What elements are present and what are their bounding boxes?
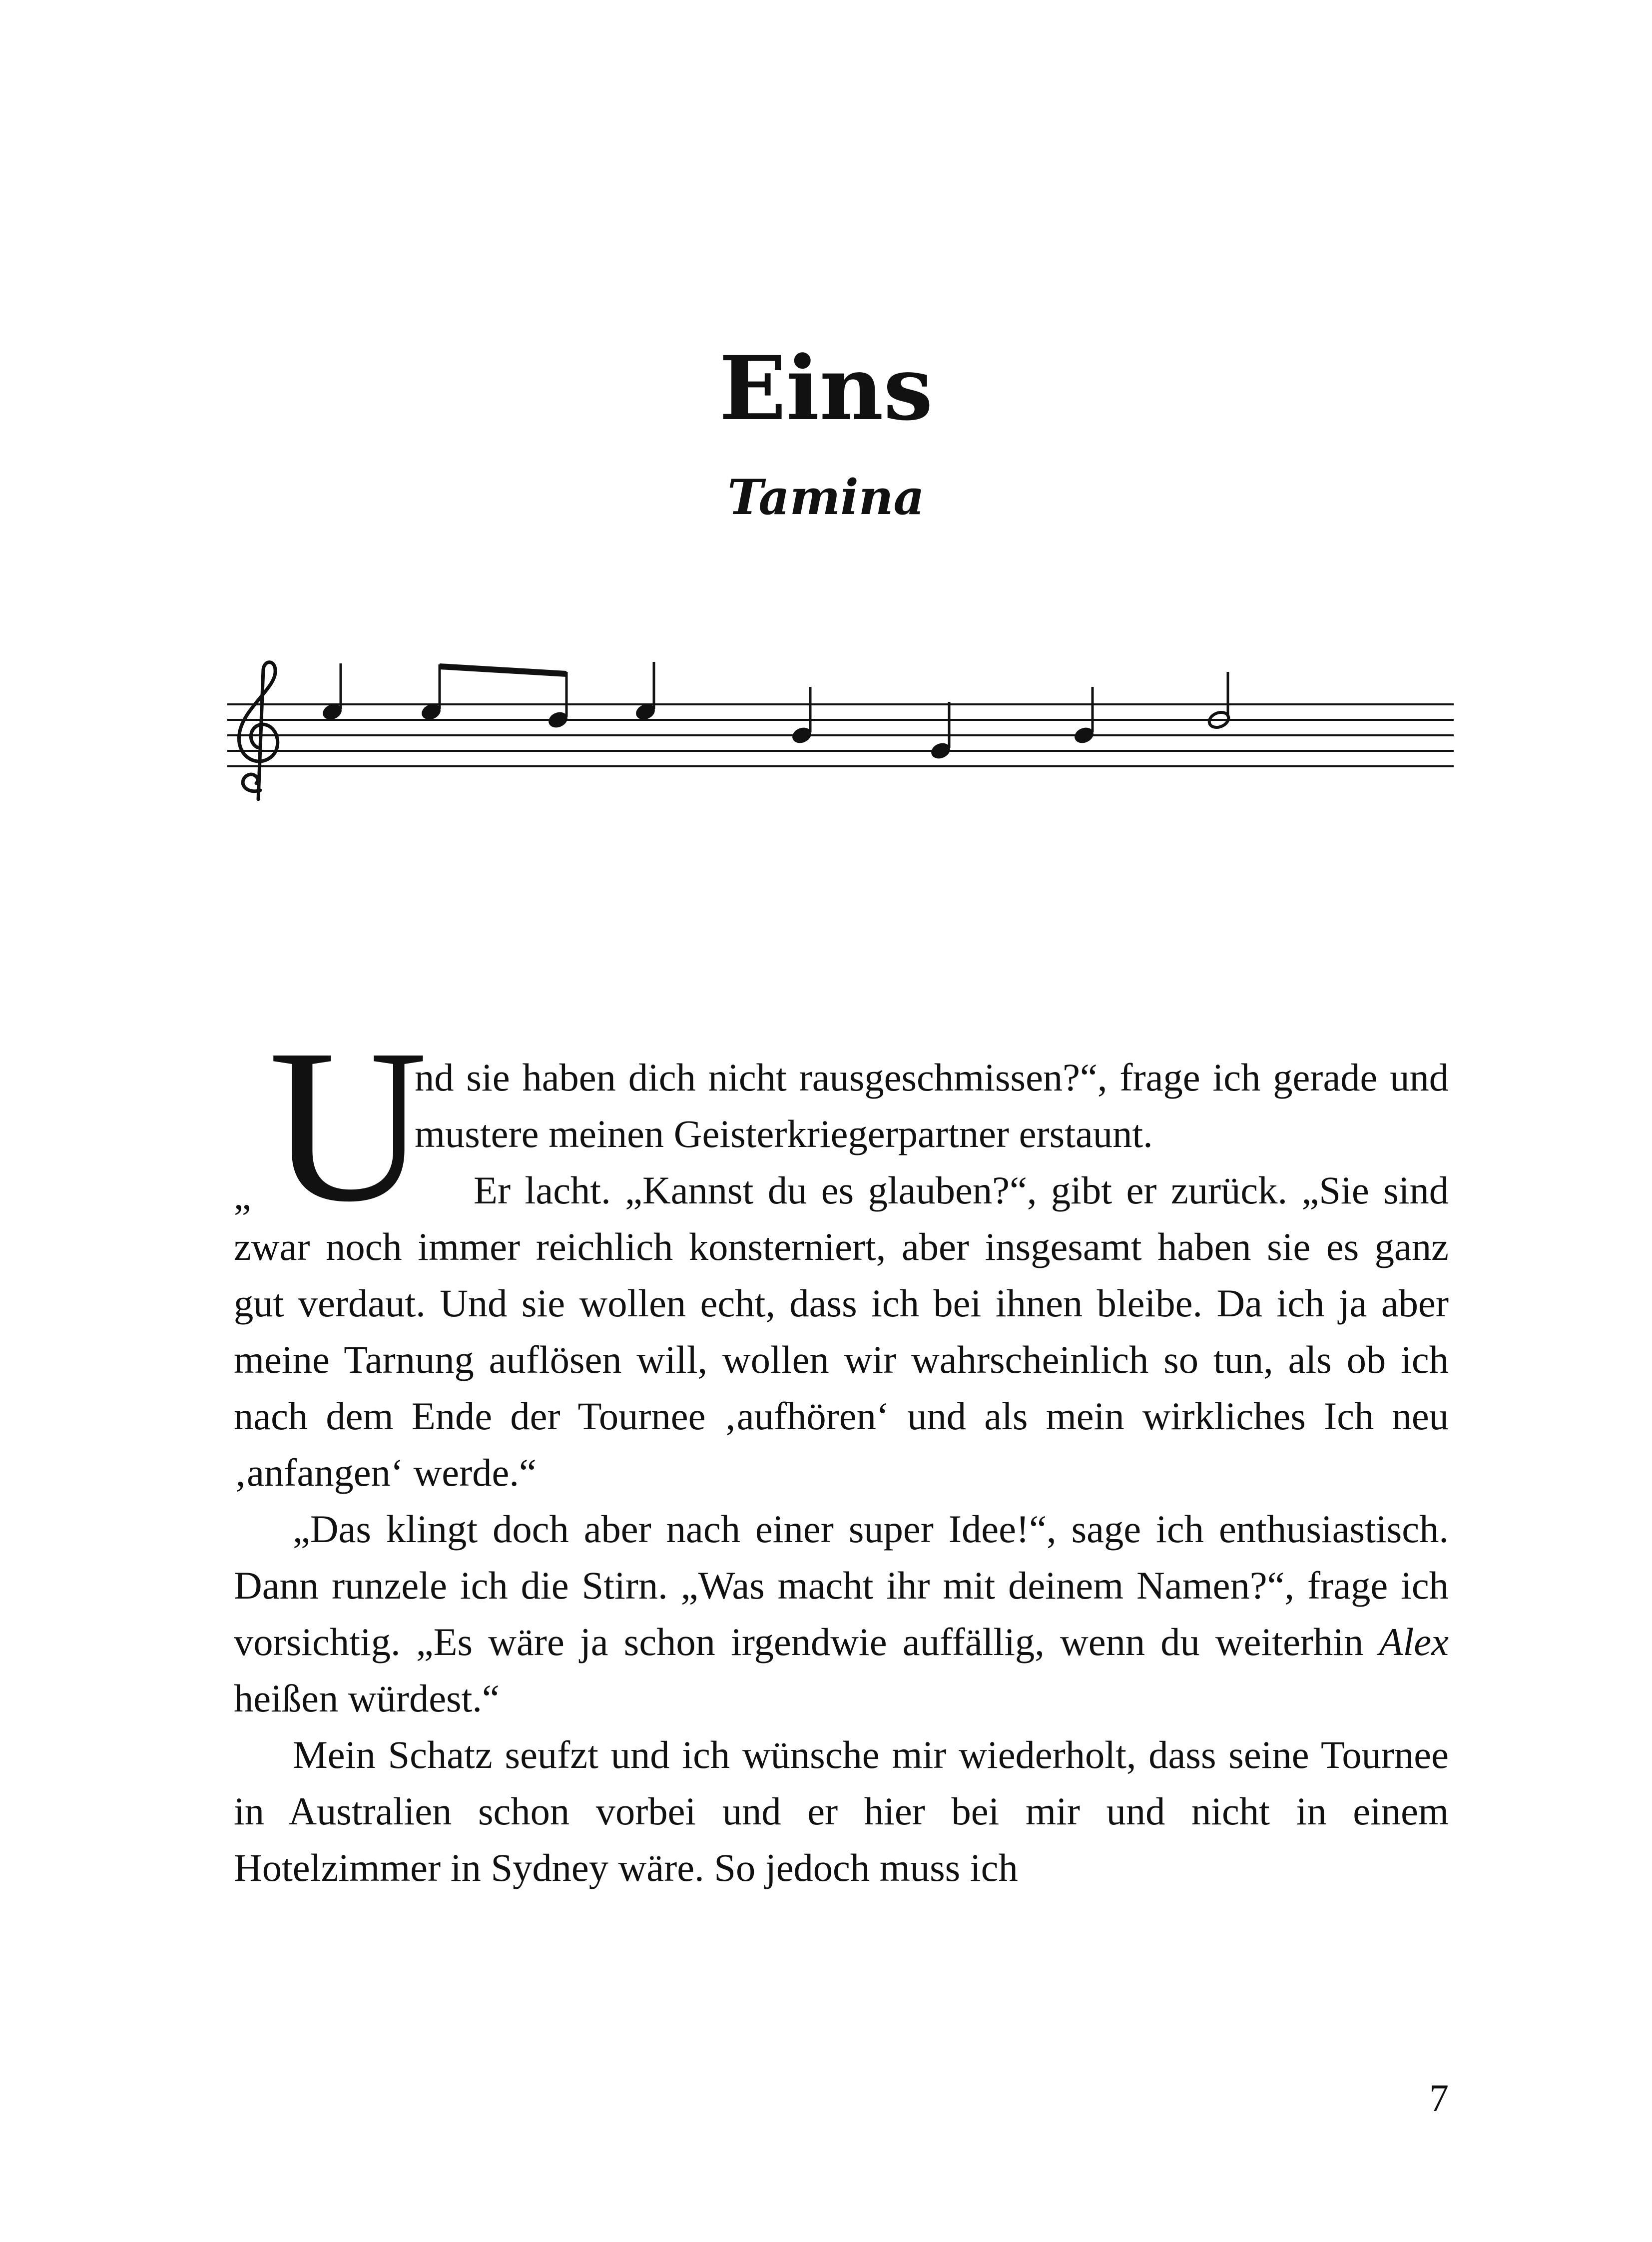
note-1 bbox=[321, 663, 344, 722]
paragraph-3-text-a: „Das klingt doch aber nach einer super Idee!“, sage ich enthusiastisch. Dann runzele ich die Stirn. „Was macht ihr mit deinem Namen?“, frage ich vorsichtig. „Es wäre ja schon irgendwie auffällig, wenn du weiterhin bbox=[234, 1507, 1449, 1664]
notes bbox=[321, 662, 1231, 761]
note-3 bbox=[547, 672, 569, 730]
staff-lines bbox=[227, 704, 1454, 766]
paragraph-3-italic-name: Alex bbox=[1379, 1620, 1449, 1664]
music-staff bbox=[227, 649, 1454, 814]
chapter-subtitle: Tamina bbox=[727, 469, 925, 526]
note-2 bbox=[420, 664, 443, 722]
paragraph-2: Er lacht. „Kannst du es glauben?“, gibt er zurück. „Sie sind zwar noch immer reichlich konsterniert, aber insgesamt haben sie es ganz gut verdaut. Und sie wollen echt, dass ich bei ihnen bleibe. Da ich ja aber meine Tarnung auflösen will, wollen wir wahrscheinlich so tun, als ob ich nach dem Ende der Tournee ‚aufhören‘ und als mein wirkliches Ich neu ‚anfangen‘ werde.“ bbox=[234, 1168, 1449, 1494]
paragraph-1 bbox=[234, 1004, 1449, 1247]
paragraph-3 bbox=[234, 1501, 1449, 1726]
paragraph-3-text-b: heißen würdest.“ bbox=[234, 1677, 500, 1720]
note-8-half bbox=[1207, 672, 1231, 730]
dropcap-container bbox=[234, 1004, 428, 1247]
body-text bbox=[234, 1004, 1449, 1896]
beam bbox=[440, 663, 566, 677]
note-5 bbox=[790, 687, 813, 745]
paragraph-4: Mein Schatz seufzt und ich wünsche mir wiederholt, dass seine Tournee in Australien schon vorbei und er hier bei mir und nicht in einem Hotelzimmer in Sydney wäre. So jedoch muss ich bbox=[234, 1733, 1449, 1889]
dropcap-letter: U bbox=[269, 1004, 428, 1247]
chapter-title: Eins bbox=[719, 337, 933, 440]
treble-clef-icon bbox=[239, 662, 277, 799]
note-7 bbox=[1073, 687, 1096, 745]
paragraph-1-text: nd sie haben dich nicht rausgeschmissen?“, frage ich gerade und mustere meinen Geisterkriegerpartner erstaunt. bbox=[415, 1056, 1449, 1155]
note-4 bbox=[634, 662, 657, 722]
note-6 bbox=[929, 702, 952, 761]
page-number: 7 bbox=[1429, 2076, 1449, 2120]
dropcap-quote: „ bbox=[234, 1174, 251, 1217]
